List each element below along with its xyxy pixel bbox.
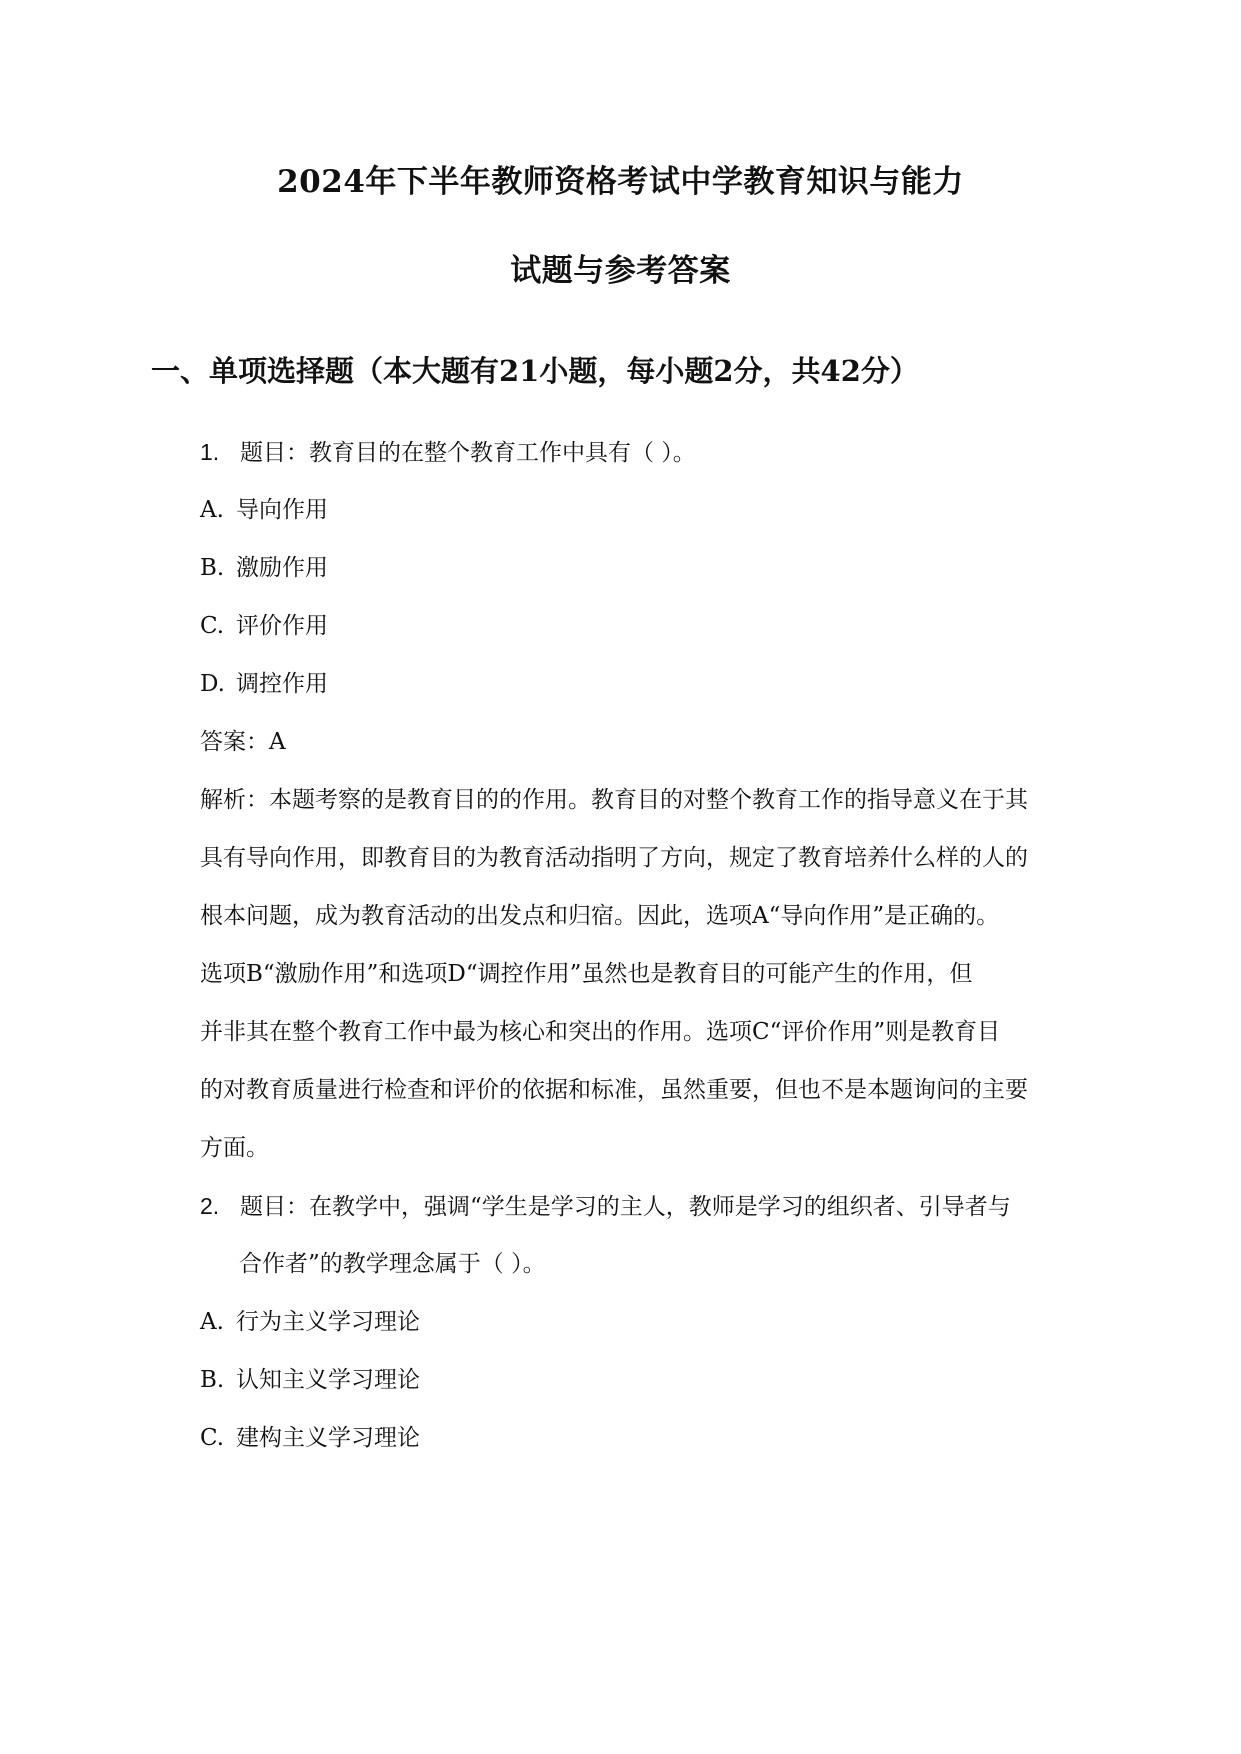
question-1-option-a [200,495,328,525]
question-text: 题目：教育目的在整个教育工作中具有（ ）。 [240,440,696,466]
question-1-analysis-line: 选项B“激励作用”和选项D“调控作用”虽然也是教育目的可能产生的作用，但 [200,961,973,987]
question-1-stem [200,437,696,468]
option-letter: A. [200,1309,224,1335]
question-1-analysis-line: 的对教育质量进行检查和评价的依据和标准，虽然重要，但也不是本题询问的主要 [200,1077,1028,1103]
option-text: 导向作用 [236,497,328,523]
question-1-analysis-line: 解析：本题考察的是教育目的的作用。教育目的对整个教育工作的指导意义在于其 [200,787,1028,813]
question-2-option-b [200,1365,420,1395]
option-letter: C. [200,1425,225,1451]
option-letter: A. [200,497,224,523]
question-2-option-c [200,1423,420,1453]
question-1-analysis-line: 具有导向作用，即教育目的为教育活动指明了方向，规定了教育培养什么样的人的 [200,845,1028,871]
question-2-stem [200,1191,1011,1222]
question-1-answer: 答案：A [200,729,286,755]
option-letter: B. [200,1367,225,1393]
question-1-option-c [200,611,328,641]
option-letter: B. [200,555,225,581]
option-text: 行为主义学习理论 [236,1309,420,1335]
option-text: 评价作用 [236,613,328,639]
question-number: 2. [200,1193,220,1219]
document-title-line1: 2024年下半年教师资格考试中学教育知识与能力 [277,164,964,200]
section-heading: 一、单项选择题（本大题有21小题，每小题2分，共42分） [151,354,919,388]
question-2-stem-continuation: 合作者”的教学理念属于（ ）。 [239,1251,546,1277]
document-title-line2: 试题与参考答案 [510,253,731,289]
option-text: 建构主义学习理论 [236,1425,420,1451]
question-1-option-d [200,669,328,699]
question-1-analysis-line: 方面。 [200,1135,269,1161]
option-text: 激励作用 [236,555,328,581]
option-text: 调控作用 [236,671,328,697]
question-text: 题目：在教学中，强调“学生是学习的主人，教师是学习的组织者、引导者与 [240,1194,1011,1220]
question-number: 1. [200,439,220,465]
question-1-analysis-line: 根本问题，成为教育活动的出发点和归宿。因此，选项A“导向作用”是正确的。 [200,903,1000,929]
option-letter: D. [200,671,225,697]
option-letter: C. [200,613,225,639]
option-text: 认知主义学习理论 [236,1367,420,1393]
question-2-option-a [200,1307,420,1337]
question-1-option-b [200,553,328,583]
question-1-analysis-line: 并非其在整个教育工作中最为核心和突出的作用。选项C“评价作用”则是教育目 [200,1019,1001,1045]
